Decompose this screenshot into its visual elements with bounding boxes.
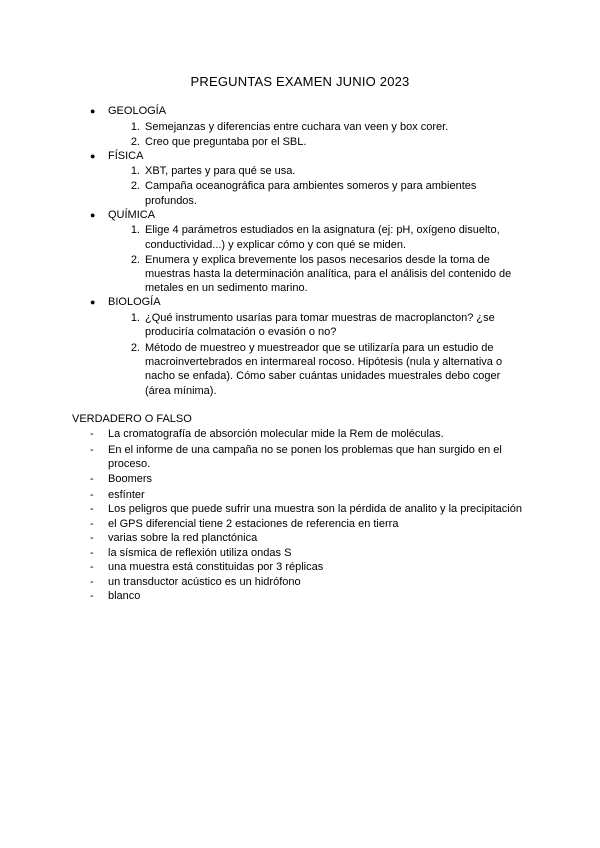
tf-item: En el informe de una campaña no se ponen los problemas que han surgido en el [108,444,502,456]
tf-item-continued: proceso. [108,458,151,470]
dash-icon: - [90,532,94,544]
dash-icon: - [90,489,94,501]
bullet-icon: ● [90,151,96,161]
question-text: Creo que preguntaba por el SBL. [145,136,307,148]
dash-icon: - [90,547,94,559]
question-text-continued: conductividad...) y explicar cómo y con qué se miden. [145,239,407,251]
question-number: 2. [130,342,140,354]
dash-icon: - [90,590,94,602]
tf-item: varias sobre la red planctónica [108,532,258,544]
question-text-continued: profundos. [145,195,197,207]
question-text: ¿Qué instrumento usarías para tomar muestras de macroplancton? ¿se [145,312,495,324]
tf-item: La cromatografía de absorción molecular mide la Rem de moléculas. [108,428,444,440]
dash-icon: - [90,518,94,530]
question-number: 2. [130,180,140,192]
question-text-continued: metales en un sedimento marino. [145,282,308,294]
dash-icon: - [90,561,94,573]
section-heading-biologia: BIOLOGÍA [108,296,161,308]
question-number: 2. [130,136,140,148]
tf-item: una muestra está constituidas por 3 réplicas [108,561,324,573]
question-text-continued: produciría colmatación o evasión o no? [145,326,337,338]
question-text: XBT, partes y para qué se usa. [145,165,296,177]
tf-item: un transductor acústico es un hidrófono [108,576,301,588]
dash-icon: - [90,444,94,456]
tf-item: esfínter [108,489,145,501]
dash-icon: - [90,576,94,588]
tf-item: la sísmica de reflexión utiliza ondas S [108,547,292,559]
question-number: 1. [130,224,140,236]
question-text-continued: macroinvertebrados en intermareal rocoso. Hipótesis (nula y alternativa o [145,356,503,368]
question-text-continued: (área mínima). [145,385,217,397]
question-text: Enumera y explica brevemente los pasos necesarios desde la toma de [145,254,490,266]
bullet-icon: ● [90,297,96,307]
question-text: Campaña oceanográfica para ambientes someros y para ambientes [145,180,477,192]
question-text: Semejanzas y diferencias entre cuchara van veen y box corer. [145,121,449,133]
document-title: PREGUNTAS EXAMEN JUNIO 2023 [190,74,410,89]
question-text-continued: muestras hasta la determinación analítica, para el análisis del contenido de [145,268,512,280]
tf-item: Boomers [108,473,153,485]
question-text-continued: nacho se enfada). Cómo saber cuántas unidades muestrales debo coger [145,370,501,382]
bullet-icon: ● [90,106,96,116]
question-text: Método de muestreo y muestreador que se utilizaría para un estudio de [145,342,494,354]
section-heading-fisica: FÍSICA [108,150,144,162]
tf-item: Los peligros que puede sufrir una muestra son la pérdida de analito y la precipitación [108,503,522,515]
tf-item: el GPS diferencial tiene 2 estaciones de referencia en tierra [108,518,399,530]
question-number: 2. [130,254,140,266]
question-number: 1. [130,165,140,177]
dash-icon: - [90,428,94,440]
question-number: 1. [130,121,140,133]
dash-icon: - [90,473,94,485]
section-heading-quimica: QUÍMICA [108,209,156,221]
dash-icon: - [90,503,94,515]
question-text: Elige 4 parámetros estudiados en la asignatura (ej: pH, oxígeno disuelto, [145,224,500,236]
section-heading-geologia: GEOLOGÍA [108,105,167,117]
tf-item: blanco [108,590,141,602]
question-number: 1. [130,312,140,324]
tf-heading: VERDADERO O FALSO [72,413,192,425]
bullet-icon: ● [90,210,96,220]
